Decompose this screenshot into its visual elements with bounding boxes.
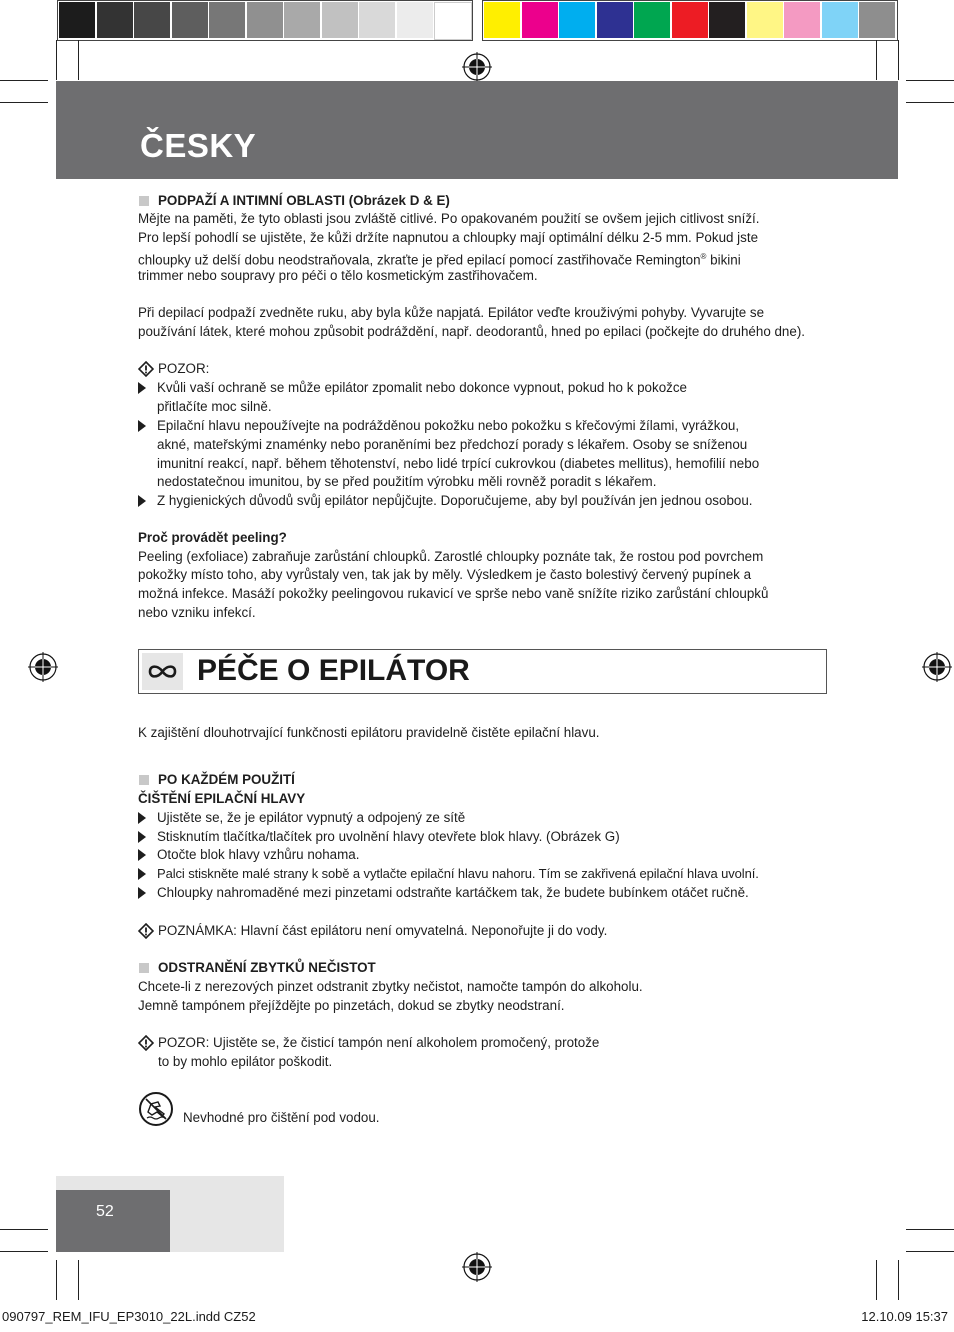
paragraph-line: pokožky místo toho, aby vyrůstaly ven, tak jak by měly. Výsledkem je často bolestivý červený pupínek a bbox=[138, 567, 752, 582]
caution-line: to by mohlo epilátor poškodit. bbox=[158, 1054, 333, 1069]
page-title: ČESKY bbox=[140, 127, 257, 164]
bullet-arrow-icon bbox=[138, 420, 146, 432]
bullet-arrow-icon bbox=[138, 831, 146, 843]
crop-mark bbox=[906, 80, 954, 81]
crop-mark bbox=[0, 1251, 48, 1252]
text-run: chloupky už delší dobu neodstraňovala, zkraťte je před epilací pomocí zastřihovače Remington bbox=[138, 252, 701, 268]
step-line: Palci stiskněte malé strany k sobě a vytlačte epilační hlavu nahoru. Tím se zakřivená epilační hlava uvolní. bbox=[157, 866, 759, 881]
crop-mark bbox=[898, 40, 899, 80]
bullet-line: přitlačíte moc silně. bbox=[157, 399, 272, 414]
section-icon-box bbox=[142, 653, 183, 690]
after-use-heading: PO KAŽDÉM POUŽITÍ bbox=[158, 772, 295, 787]
page-block-top bbox=[56, 1176, 170, 1190]
registration-mark-icon bbox=[922, 652, 952, 682]
page-block-left bbox=[56, 1190, 170, 1252]
paragraph-line: Mějte na paměti, že tyto oblasti jsou zvláště citlivé. Po opakovaném použití se ovšem jejich citlivost sníží. bbox=[138, 211, 760, 226]
paragraph-line: možná infekce. Masáží pokožky peelingovou rukavicí ve sprše nebo vaně snížíte riziko zarůstání chloupků bbox=[138, 586, 769, 601]
crop-mark bbox=[0, 80, 48, 81]
section-marker-icon bbox=[139, 196, 149, 206]
text-run: bikini bbox=[706, 252, 741, 268]
crop-mark bbox=[0, 102, 48, 103]
bullet-arrow-icon bbox=[138, 849, 146, 861]
crop-mark bbox=[876, 40, 877, 80]
crop-mark bbox=[898, 1260, 899, 1300]
registration-mark-icon bbox=[28, 652, 58, 682]
bullet-line: Kvůli vaší ochraně se může epilátor zpomalit nebo dokonce vypnout, pokud ho k pokožce bbox=[157, 380, 687, 395]
crop-mark bbox=[906, 1251, 954, 1252]
heading-main: PODPAŽÍ A INTIMNÍ OBLASTI bbox=[158, 193, 345, 208]
crop-mark bbox=[78, 40, 79, 80]
bullet-arrow-icon bbox=[138, 495, 146, 507]
bullet-arrow-icon bbox=[138, 887, 146, 899]
registration-mark-icon bbox=[462, 1252, 492, 1282]
bullet-line: akné, mateřskými znaménky nebo poraněními bez předchozí porady s lékařem. Osoby se sníženou bbox=[157, 437, 748, 452]
warning-icon bbox=[138, 1035, 154, 1051]
section-marker-icon bbox=[139, 775, 149, 785]
paragraph-line: Chcete-li z nerezových pinzet odstranit zbytky nečistot, namočte tampón do alkoholu. bbox=[138, 979, 643, 994]
section-title-box bbox=[138, 649, 827, 694]
bullet-line: imunitní reakcí, např. během těhotenství, nebo lidé trpící cukrovkou (diabetes mellitus), hemofilií nebo bbox=[157, 456, 760, 471]
bullet-arrow-icon bbox=[138, 812, 146, 824]
residue-heading: ODSTRANĚNÍ ZBYTKŮ NEČISTOT bbox=[158, 960, 376, 975]
section-marker-icon bbox=[139, 963, 149, 973]
page-block-right bbox=[170, 1176, 284, 1252]
bullet-arrow-icon bbox=[138, 868, 146, 880]
registered-mark: ® bbox=[700, 252, 707, 261]
not-washable-icon bbox=[138, 1091, 174, 1127]
warning-icon bbox=[138, 361, 154, 377]
crop-mark bbox=[56, 1260, 57, 1300]
paragraph-line: trimmer nebo soupravy pro péči o tělo kosmetickým zastřihovačem. bbox=[138, 268, 538, 283]
paragraph-line: nebo vzniku infekcí. bbox=[138, 605, 256, 620]
page-number: 52 bbox=[96, 1203, 114, 1220]
peeling-heading: Proč provádět peeling? bbox=[138, 530, 287, 545]
cleaning-heading: ČIŠTĚNÍ EPILAČNÍ HLAVY bbox=[138, 791, 306, 806]
crop-mark bbox=[78, 1260, 79, 1300]
crop-mark bbox=[876, 1260, 877, 1300]
warning-icon bbox=[138, 923, 154, 939]
step-line: Otočte blok hlavy vzhůru nohama. bbox=[157, 847, 360, 862]
crop-mark bbox=[0, 1229, 48, 1230]
bullet-line: Z hygienických důvodů svůj epilátor nepůjčujte. Doporučujeme, aby byl používán jen jednou osobou. bbox=[157, 493, 753, 508]
registration-mark-icon bbox=[462, 52, 492, 82]
note-text: POZNÁMKA: Hlavní část epilátoru není omyvatelná. Neponořujte ji do vody. bbox=[158, 923, 608, 938]
bullet-line: Epilační hlavu nepoužívejte na podrážděnou pokožku nebo pokožku s křečovými žílami, vyrážkou, bbox=[157, 418, 740, 433]
paragraph-line: používání látek, které mohou způsobit podráždění, např. deodorantů, hned po epilaci (počkejte do druhého dne). bbox=[138, 324, 806, 339]
bullet-arrow-icon bbox=[138, 382, 146, 394]
intro-text: K zajištění dlouhotrvající funkčnosti epilátoru pravidelně čistěte epilační hlavu. bbox=[138, 725, 600, 740]
crop-mark bbox=[906, 1229, 954, 1230]
color-bar-frame bbox=[482, 0, 898, 41]
heading-ref: (Obrázek D & E) bbox=[344, 193, 450, 208]
section-title: PÉČE O EPILÁTOR bbox=[197, 654, 470, 687]
footer-file: 090797_REM_IFU_EP3010_22L.indd CZ52 bbox=[2, 1309, 256, 1324]
paragraph-line: Peeling (exfoliace) zabraňuje zarůstání chloupků. Zarostlé chloupky poznáte tak, že rostou pod povrchem bbox=[138, 549, 764, 564]
infinity-icon bbox=[142, 653, 183, 690]
caution-line: POZOR: Ujistěte se, že čisticí tampón není alkoholem promočený, protože bbox=[158, 1035, 600, 1050]
not-washable-text: Nevhodné pro čištění pod vodou. bbox=[183, 1110, 380, 1125]
warning-label: POZOR: bbox=[158, 361, 210, 376]
bullet-line: nedostatečnou imunitou, by se před použitím výrobku měli rovněž poradit s lékařem. bbox=[157, 474, 657, 489]
step-line: Ujistěte se, že je epilátor vypnutý a odpojený ze sítě bbox=[157, 810, 466, 825]
crop-mark bbox=[906, 102, 954, 103]
paragraph-line: Při depilací podpaží zvedněte ruku, aby byla kůže napjatá. Epilátor veďte krouživými pohyby. Vyvarujte se bbox=[138, 305, 765, 320]
color-bar-frame bbox=[57, 0, 473, 41]
step-line: Stisknutím tlačítka/tlačítek pro uvolnění hlavy otevřete blok hlavy. (Obrázek G) bbox=[157, 829, 620, 844]
footer-date: 12.10.09 15:37 bbox=[861, 1309, 948, 1324]
paragraph-line: Pro lepší pohodlí se ujistěte, že kůži držíte napnutou a chloupky mají optimální délku 2-5 mm. Pokud jste bbox=[138, 230, 759, 245]
paragraph-line: Jemně tampónem přejíždějte po pinzetách, dokud se zbytky neodstraní. bbox=[138, 998, 565, 1013]
crop-mark bbox=[56, 40, 57, 80]
section-heading bbox=[158, 192, 450, 211]
step-line: Chloupky nahromaděné mezi pinzetami odstraňte kartáčkem tak, že budete bubínkem otáčet ručně. bbox=[157, 885, 749, 900]
